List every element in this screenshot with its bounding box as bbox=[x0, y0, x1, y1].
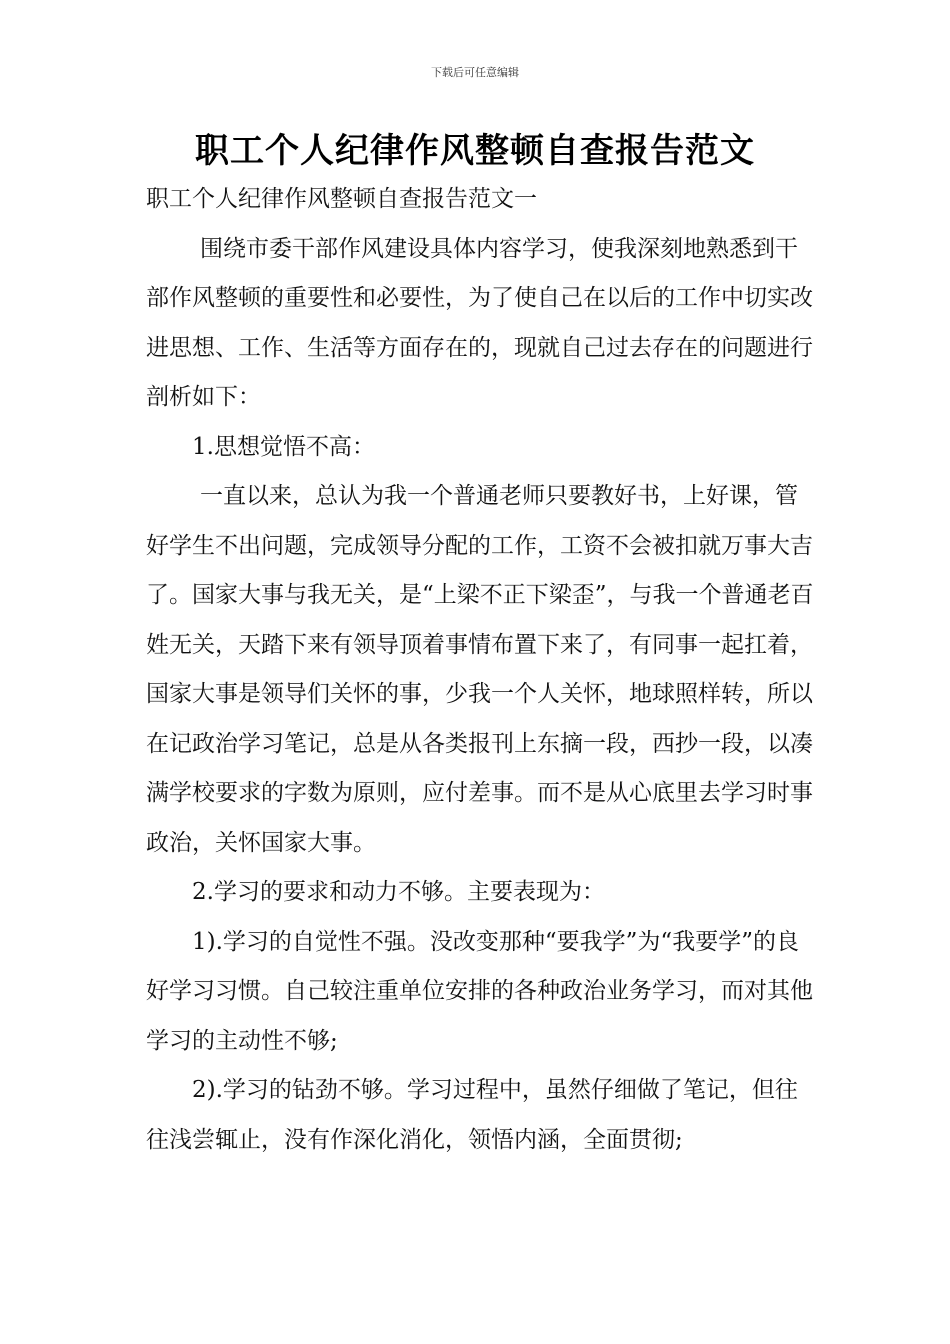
paragraph-item-1: 1).学习的自觉性不强。没改变那种“要我学”为“我要学”的良好学习习惯。自己较注重单位安排的各种政治业务学习，而对其他学习的主动性不够; bbox=[146, 928, 813, 1054]
document-body bbox=[146, 175, 814, 1165]
section-heading-2: 2.学习的要求和动力不够。主要表现为： bbox=[192, 879, 605, 905]
section-heading-1: 1.思想觉悟不高： bbox=[192, 433, 375, 460]
paragraph-section-1: 一直以来，总认为我一个普通老师只要教好书，上好课，管好学生不出问题，完成领导分配的工作，工资不会被扣就万事大吉了。国家大事与我无关，是“上梁不正下梁歪”，与我一个普通老百姓无关，天踏下来有领导顶着事情布置下来了，有同事一起扛着，国家大事是领导们关怀的事，少我一个人关怀，地球照样转，所以在记政治学习笔记，总是从各类报刊上东摘一段，西抄一段，以凑满学校要求的字数为原则，应付差事。而不是从心底里去学习时事政治，关怀国家大事。 bbox=[146, 483, 814, 856]
header-note: 下载后可任意编辑 bbox=[431, 66, 519, 79]
document-subtitle: 职工个人纪律作风整顿自查报告范文一 bbox=[146, 186, 537, 212]
document-title: 职工个人纪律作风整顿自查报告范文 bbox=[195, 131, 755, 171]
paragraph-item-2: 2).学习的钻劲不够。学习过程中，虽然仔细做了笔记，但往往浅尝辄止，没有作深化消化，领悟内涵，全面贯彻; bbox=[146, 1077, 798, 1153]
paragraph-intro: 围绕市委干部作风建设具体内容学习，使我深刻地熟悉到干部作风整顿的重要性和必要性，为了使自己在以后的工作中切实改进思想、工作、生活等方面存在的，现就自己过去存在的问题进行剖析如下： bbox=[146, 235, 813, 410]
